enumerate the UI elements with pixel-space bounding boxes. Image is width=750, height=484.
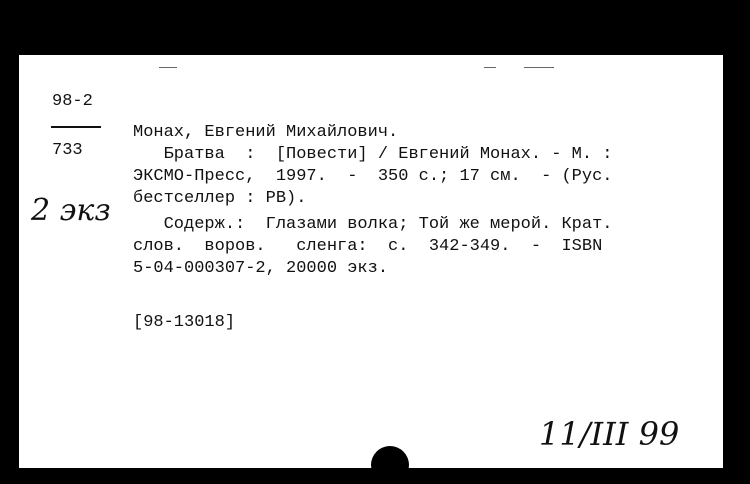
card-punch-hole <box>371 446 409 484</box>
scan-speck <box>159 67 177 68</box>
shelf-mark-divider <box>51 126 101 128</box>
isbn-line: 5-04-000307-2, 20000 экз. <box>133 259 389 278</box>
shelf-mark-bottom: 733 <box>52 141 83 160</box>
scan-speck <box>484 67 496 68</box>
handwritten-date-note: 11/III 99 <box>539 415 680 453</box>
description-line: бестселлер : РВ). <box>133 189 307 208</box>
contents-line: слов. воров. сленга: с. 342-349. - ISBN <box>133 237 603 256</box>
description-line: Братва : [Повести] / Евгений Монах. - М. : <box>133 145 613 164</box>
shelf-mark-top: 98-2 <box>52 92 93 111</box>
catalog-card <box>19 55 723 468</box>
contents-line: Содерж.: Глазами волка; Той же мерой. Крат. <box>133 215 613 234</box>
record-number: [98-13018] <box>133 313 236 332</box>
author-heading: Монах, Евгений Михайлович. <box>133 123 399 142</box>
handwritten-copies-note: 2 экз <box>31 193 111 228</box>
scan-speck <box>524 67 554 68</box>
description-line: ЭКСМО-Пресс, 1997. - 350 с.; 17 см. - (Рус. <box>133 167 613 186</box>
